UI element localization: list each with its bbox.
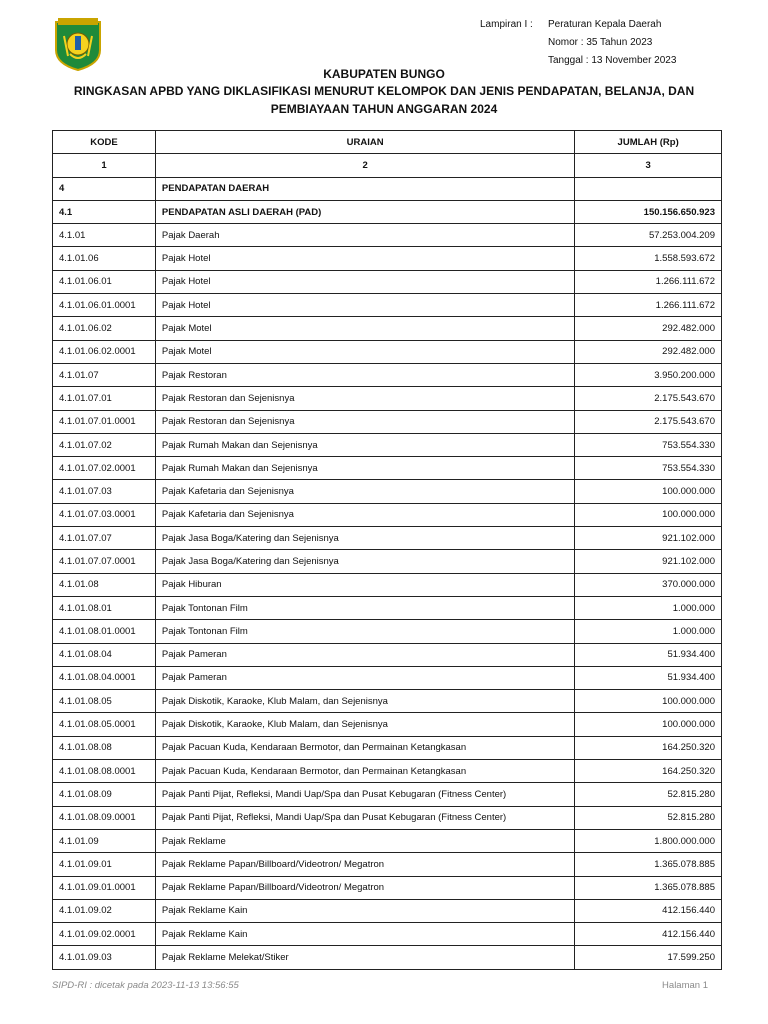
column-header-jumlah: JUMLAH (Rp) [575, 131, 722, 154]
cell-uraian: PENDAPATAN ASLI DAERAH (PAD) [155, 200, 574, 223]
cell-kode: 4.1.01.06 [53, 247, 156, 270]
cell-jumlah: 753.554.330 [575, 433, 722, 456]
cell-uraian: Pajak Restoran [155, 363, 574, 386]
cell-uraian: Pajak Pameran [155, 643, 574, 666]
cell-jumlah: 57.253.004.209 [575, 224, 722, 247]
table-row [53, 503, 722, 526]
column-number-row [53, 154, 722, 177]
column-number: 3 [575, 154, 722, 177]
cell-kode: 4.1.01.07.02.0001 [53, 457, 156, 480]
cell-jumlah: 51.934.400 [575, 666, 722, 689]
cell-kode: 4.1.01 [53, 224, 156, 247]
table-row [53, 433, 722, 456]
lampiran-line-3: Tanggal : 13 November 2023 [548, 55, 677, 66]
cell-uraian: Pajak Panti Pijat, Refleksi, Mandi Uap/Spa dan Pusat Kebugaran (Fitness Center) [155, 783, 574, 806]
cell-jumlah: 52.815.280 [575, 806, 722, 829]
table-row [53, 200, 722, 223]
table-row [53, 829, 722, 852]
cell-kode: 4.1.01.09.02.0001 [53, 923, 156, 946]
table-row [53, 853, 722, 876]
cell-jumlah: 412.156.440 [575, 899, 722, 922]
cell-uraian: Pajak Reklame Papan/Billboard/Videotron/ Megatron [155, 853, 574, 876]
table-body [53, 177, 722, 969]
table-row [53, 760, 722, 783]
printed-timestamp: SIPD-RI : dicetak pada 2023-11-13 13:56:55 [52, 980, 239, 991]
table-row [53, 550, 722, 573]
cell-kode: 4.1.01.07.01.0001 [53, 410, 156, 433]
table-row [53, 713, 722, 736]
cell-uraian: Pajak Hotel [155, 247, 574, 270]
cell-jumlah: 164.250.320 [575, 736, 722, 759]
table-row [53, 340, 722, 363]
cell-jumlah: 2.175.543.670 [575, 387, 722, 410]
lampiran-block [480, 16, 676, 70]
cell-kode: 4.1.01.08.09 [53, 783, 156, 806]
table-row [53, 457, 722, 480]
table-row [53, 410, 722, 433]
cell-jumlah: 52.815.280 [575, 783, 722, 806]
cell-kode: 4.1.01.08.05.0001 [53, 713, 156, 736]
cell-jumlah: 292.482.000 [575, 340, 722, 363]
cell-kode: 4.1.01.06.01 [53, 270, 156, 293]
cell-uraian: Pajak Restoran dan Sejenisnya [155, 410, 574, 433]
cell-uraian: Pajak Jasa Boga/Katering dan Sejenisnya [155, 550, 574, 573]
cell-kode: 4.1.01.07.01 [53, 387, 156, 410]
cell-kode: 4.1.01.09.03 [53, 946, 156, 969]
table-row [53, 946, 722, 969]
table-row [53, 387, 722, 410]
cell-uraian: Pajak Diskotik, Karaoke, Klub Malam, dan Sejenisnya [155, 713, 574, 736]
cell-jumlah: 100.000.000 [575, 480, 722, 503]
cell-uraian: PENDAPATAN DAERAH [155, 177, 574, 200]
cell-kode: 4.1.01.08.01 [53, 596, 156, 619]
kabupaten-title: KABUPATEN BUNGO [323, 67, 445, 81]
table-row [53, 923, 722, 946]
title-line-2: PEMBIAYAAN TAHUN ANGGARAN 2024 [270, 102, 498, 116]
table-row [53, 736, 722, 759]
column-number: 1 [53, 154, 156, 177]
table-row [53, 363, 722, 386]
cell-kode: 4.1.01.08.04 [53, 643, 156, 666]
cell-jumlah: 3.950.200.000 [575, 363, 722, 386]
table-row [53, 294, 722, 317]
regency-logo [52, 16, 104, 72]
cell-kode: 4.1.01.09.01 [53, 853, 156, 876]
cell-kode: 4.1 [53, 200, 156, 223]
column-header-uraian: URAIAN [155, 131, 574, 154]
cell-jumlah: 1.800.000.000 [575, 829, 722, 852]
cell-kode: 4.1.01.08.01.0001 [53, 620, 156, 643]
cell-kode: 4.1.01.06.02 [53, 317, 156, 340]
cell-kode: 4.1.01.07.02 [53, 433, 156, 456]
table-row [53, 177, 722, 200]
cell-jumlah: 1.266.111.672 [575, 294, 722, 317]
cell-jumlah: 164.250.320 [575, 760, 722, 783]
cell-jumlah: 100.000.000 [575, 690, 722, 713]
table-row [53, 783, 722, 806]
cell-uraian: Pajak Reklame Kain [155, 923, 574, 946]
cell-uraian: Pajak Rumah Makan dan Sejenisnya [155, 433, 574, 456]
table-row [53, 876, 722, 899]
column-header-kode: KODE [53, 131, 156, 154]
table-header-row [53, 131, 722, 154]
table-row [53, 224, 722, 247]
table-row [53, 620, 722, 643]
cell-uraian: Pajak Kafetaria dan Sejenisnya [155, 480, 574, 503]
page-number: Halaman 1 [662, 980, 708, 991]
cell-jumlah: 2.175.543.670 [575, 410, 722, 433]
cell-kode: 4.1.01.07.07.0001 [53, 550, 156, 573]
lampiran-line-2: Nomor : 35 Tahun 2023 [548, 37, 653, 48]
cell-jumlah: 100.000.000 [575, 713, 722, 736]
cell-uraian: Pajak Daerah [155, 224, 574, 247]
table-row [53, 480, 722, 503]
cell-uraian: Pajak Reklame Papan/Billboard/Videotron/ Megatron [155, 876, 574, 899]
lampiran-label: Lampiran I : [480, 19, 533, 30]
cell-jumlah: 1.000.000 [575, 620, 722, 643]
table-row [53, 573, 722, 596]
table-row [53, 666, 722, 689]
cell-uraian: Pajak Tontonan Film [155, 596, 574, 619]
cell-jumlah: 17.599.250 [575, 946, 722, 969]
cell-uraian: Pajak Pacuan Kuda, Kendaraan Bermotor, dan Permainan Ketangkasan [155, 760, 574, 783]
cell-uraian: Pajak Diskotik, Karaoke, Klub Malam, dan Sejenisnya [155, 690, 574, 713]
cell-uraian: Pajak Jasa Boga/Katering dan Sejenisnya [155, 527, 574, 550]
document-title [0, 66, 768, 118]
table-row [53, 596, 722, 619]
cell-uraian: Pajak Reklame Kain [155, 899, 574, 922]
cell-kode: 4.1.01.08.08 [53, 736, 156, 759]
cell-uraian: Pajak Hotel [155, 270, 574, 293]
apbd-table [52, 130, 722, 970]
cell-kode: 4.1.01.07.07 [53, 527, 156, 550]
cell-kode: 4.1.01.08.04.0001 [53, 666, 156, 689]
column-number: 2 [155, 154, 574, 177]
cell-uraian: Pajak Tontonan Film [155, 620, 574, 643]
lampiran-line-1: Peraturan Kepala Daerah [548, 19, 662, 30]
page-footer [52, 980, 708, 991]
table-row [53, 899, 722, 922]
table-row [53, 806, 722, 829]
cell-jumlah: 150.156.650.923 [575, 200, 722, 223]
cell-uraian: Pajak Rumah Makan dan Sejenisnya [155, 457, 574, 480]
cell-uraian: Pajak Motel [155, 340, 574, 363]
cell-uraian: Pajak Panti Pijat, Refleksi, Mandi Uap/Spa dan Pusat Kebugaran (Fitness Center) [155, 806, 574, 829]
cell-kode: 4.1.01.08 [53, 573, 156, 596]
cell-jumlah: 1.000.000 [575, 596, 722, 619]
cell-jumlah: 1.365.078.885 [575, 853, 722, 876]
table-row [53, 317, 722, 340]
table-row [53, 643, 722, 666]
cell-jumlah: 921.102.000 [575, 527, 722, 550]
cell-uraian: Pajak Restoran dan Sejenisnya [155, 387, 574, 410]
table-row [53, 270, 722, 293]
table-row [53, 247, 722, 270]
cell-kode: 4.1.01.08.09.0001 [53, 806, 156, 829]
cell-jumlah: 292.482.000 [575, 317, 722, 340]
cell-jumlah: 370.000.000 [575, 573, 722, 596]
cell-kode: 4.1.01.06.01.0001 [53, 294, 156, 317]
cell-kode: 4.1.01.09.01.0001 [53, 876, 156, 899]
cell-kode: 4.1.01.09.02 [53, 899, 156, 922]
cell-jumlah: 753.554.330 [575, 457, 722, 480]
cell-kode: 4.1.01.08.08.0001 [53, 760, 156, 783]
cell-kode: 4.1.01.07.03 [53, 480, 156, 503]
cell-kode: 4.1.01.07 [53, 363, 156, 386]
cell-kode: 4.1.01.07.03.0001 [53, 503, 156, 526]
cell-jumlah: 1.365.078.885 [575, 876, 722, 899]
table-row [53, 527, 722, 550]
cell-uraian: Pajak Kafetaria dan Sejenisnya [155, 503, 574, 526]
cell-jumlah: 1.558.593.672 [575, 247, 722, 270]
cell-jumlah: 51.934.400 [575, 643, 722, 666]
cell-uraian: Pajak Hotel [155, 294, 574, 317]
cell-uraian: Pajak Reklame Melekat/Stiker [155, 946, 574, 969]
cell-uraian: Pajak Pacuan Kuda, Kendaraan Bermotor, dan Permainan Ketangkasan [155, 736, 574, 759]
cell-kode: 4 [53, 177, 156, 200]
cell-kode: 4.1.01.09 [53, 829, 156, 852]
cell-uraian: Pajak Reklame [155, 829, 574, 852]
cell-kode: 4.1.01.08.05 [53, 690, 156, 713]
cell-jumlah [575, 177, 722, 200]
cell-jumlah: 921.102.000 [575, 550, 722, 573]
cell-uraian: Pajak Pameran [155, 666, 574, 689]
cell-uraian: Pajak Motel [155, 317, 574, 340]
cell-jumlah: 1.266.111.672 [575, 270, 722, 293]
cell-kode: 4.1.01.06.02.0001 [53, 340, 156, 363]
cell-uraian: Pajak Hiburan [155, 573, 574, 596]
table-row [53, 690, 722, 713]
title-line-1: RINGKASAN APBD YANG DIKLASIFIKASI MENURUT KELOMPOK DAN JENIS PENDAPATAN, BELANJA, DAN [73, 84, 695, 98]
cell-jumlah: 412.156.440 [575, 923, 722, 946]
cell-jumlah: 100.000.000 [575, 503, 722, 526]
